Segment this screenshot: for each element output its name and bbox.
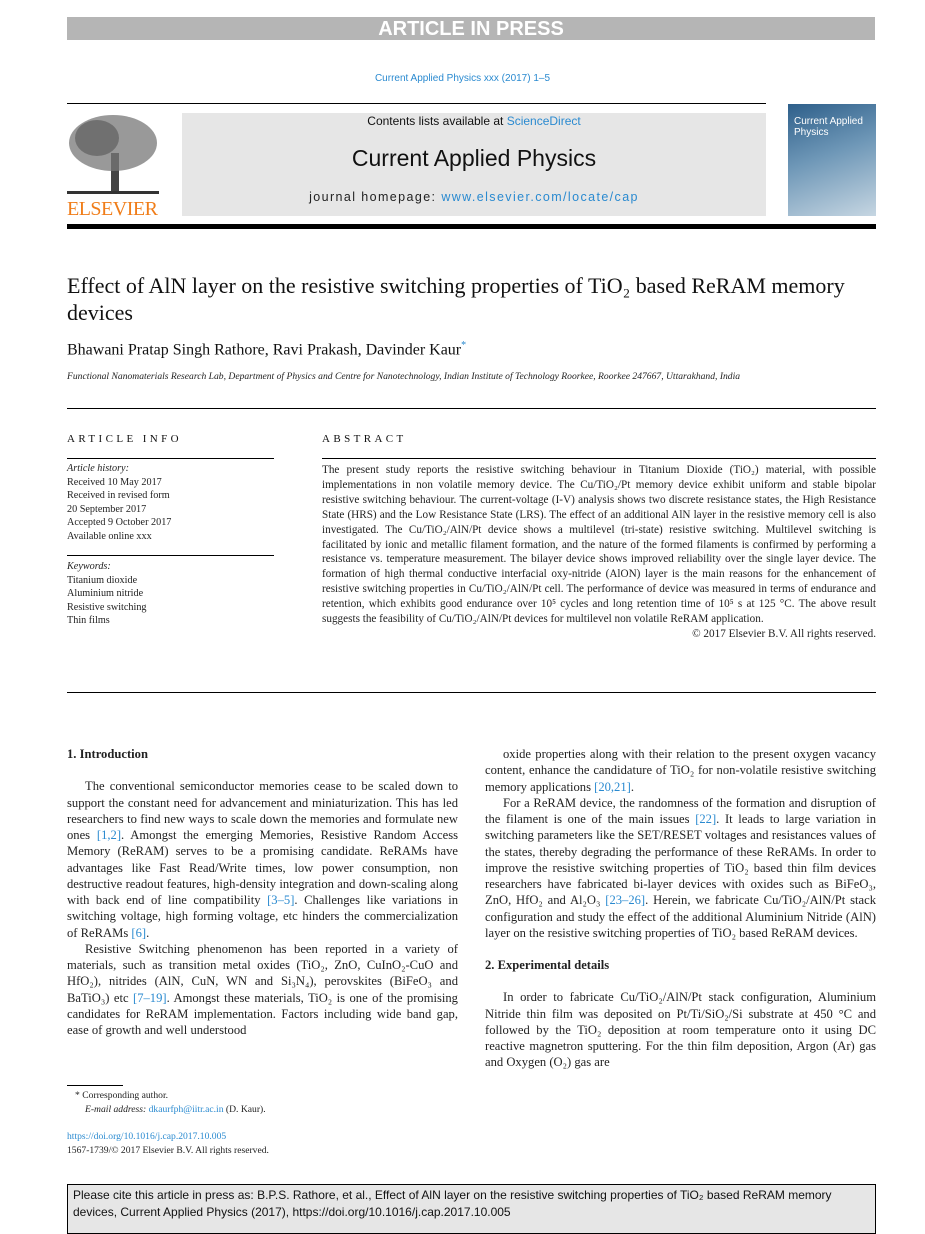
divider — [67, 458, 274, 459]
citation-link[interactable]: [22] — [695, 812, 717, 826]
citation-link[interactable]: [7–19] — [133, 990, 167, 1005]
author-list — [67, 340, 466, 359]
paragraph — [485, 746, 876, 795]
article-title: Effect of AlN layer on the resistive switching properties of TiO₂ based ReRAM memory devices — [67, 273, 845, 325]
divider — [67, 103, 766, 104]
history-entry: Received in revised form — [67, 490, 170, 501]
divider — [322, 458, 876, 459]
paragraph — [485, 795, 876, 941]
history-entry: Received 10 May 2017 — [67, 476, 162, 488]
keyword: Resistive switching — [67, 601, 147, 613]
authors: Bhawani Pratap Singh Rathore, Ravi Prakash, Davinder Kaur — [67, 341, 462, 359]
email-label: E-mail address: — [85, 1103, 149, 1115]
citation-link[interactable]: [23–26] — [605, 893, 646, 908]
keywords-label: Keywords: — [67, 561, 111, 572]
email-suffix: (D. Kaur). — [223, 1103, 266, 1115]
paragraph — [67, 778, 458, 941]
cite-box: Please cite this article in press as: B.P.S. Rathore, et al., Effect of AlN layer on the resistive switching properties of TiO₂ based ReRAM memory devices, Current Applied Physics (2017), https://doi.org/10.1016/j.cap.2017.10.005 — [67, 1184, 876, 1234]
paragraph-text: For a ReRAM device, the randomness of the formation and disruption of the filament is one of the main issues — [485, 795, 876, 826]
citation-link[interactable]: [6] — [131, 925, 147, 940]
cover-title: Current Applied Physics — [794, 116, 863, 138]
footnote-mark: * — [75, 1090, 80, 1101]
journal-reference[interactable]: Current Applied Physics xxx (2017) 1–5 — [374, 73, 551, 84]
citation-link[interactable]: [1,2] — [96, 828, 122, 842]
paragraph-text: Resistive Switching phenomenon has been reported in a variety of materials, such as transition metal oxides (TiO₂, ZnO, CuInO₂-CuO and HfO₂), nitrides (AlN, CuN, WN and Si₃N₄), perovskites (BiFeO₃ and BaTiO₃) etc — [67, 941, 458, 1005]
paragraph-text: . Challenges like variations in switching voltage, high forming voltage, etc hinders the commercialization of ReRAMs — [67, 893, 458, 940]
section-heading-experimental: 2. Experimental details — [485, 958, 610, 972]
corresponding-author-mark[interactable]: * — [461, 340, 467, 351]
citation-link[interactable]: [20,21] — [594, 779, 631, 794]
article-in-press-banner: ARTICLE IN PRESS — [67, 17, 875, 40]
thick-divider — [67, 224, 876, 229]
footnote-label: Corresponding author. — [82, 1090, 169, 1101]
affiliation: Functional Nanomaterials Research Lab, Department of Physics and Centre for Nanotechnology, Indian Institute of Technology Roorkee, Roorkee 247667, Uttarakhand, India — [67, 371, 741, 382]
history-label: Article history: — [67, 463, 129, 474]
paragraph — [485, 989, 876, 1070]
paragraph-text: . — [630, 779, 635, 794]
citation-link[interactable]: [3–5] — [267, 893, 295, 907]
journal-masthead — [182, 113, 766, 216]
divider — [67, 692, 876, 693]
journal-cover-image — [788, 104, 876, 216]
publisher-logo-text: ELSEVIER — [67, 198, 158, 220]
divider — [67, 408, 876, 409]
paragraph-text: . Amongst the emerging Memories, Resistive Random Access Memory (ReRAM) serves to be a promising candidate. ReRAMs have advantages like Fast Read/Write times, low power consumption, non destructive readout features, high-density integration and down-scaling along with back end of line compatibility — [67, 828, 458, 907]
abstract-text: The present study reports the resistive switching behaviour in Titanium Dioxide (TiO₂) material, with possible implementations in non volatile memory device. The Cu/TiO₂/Pt memory device exhibit uniform and stable bipolar resistive switching behaviour. The current-voltage (I-V) analysis shows two discrete resistance states, the High Resistance State (HRS) and the Low Resistance State (LRS). The effect of an additional AlN layer in the resistive memory cell is also investigated. The Cu/TiO₂/AlN/Pt device shows a multilevel (tri-state) resistive switching. Multilevel switching is facilitated by ionic and metallic filament formation, and the nature of the formed filaments is confirmed by performing a resistance vs. temperature measurement. The bilayer device shows improved reliability over the single layer device. The formation of high thermal conductive interfacial oxy-nitride (AlON) layer is the main reasons for the enhancement of resistive switching properties in Cu/TiO₂/AlN/Pt cell. The performance of device was measured in terms of endurance and retention, which exhibits good endurance over 10⁵ cycles and long retention time of 10⁵ s at 125 °C. The above result suggests the feasibility of Cu/TiO₂/AlN/Pt devices for multilevel non volatile ReRAM application. — [322, 464, 876, 626]
section-heading-introduction: 1. Introduction — [67, 747, 148, 761]
journal-homepage-link[interactable]: www.elsevier.com/locate/cap — [441, 190, 639, 204]
issn: 1567-1739/© 2017 Elsevier B.V. All rights reserved. — [67, 1144, 269, 1156]
paragraph-text: . It leads to large variation in switching parameters like the SET/RESET voltages and resistances values of the states, thereby degrading the performance of these ReRAMs. In order to improve the resistive switching properties of TiO₂ based thin film devices researchers have fabricated bi-layer devices with oxides such as BiFeO₃, ZnO, HfO₂ and Al₂O₃ — [485, 812, 877, 908]
keyword: Aluminium nitride — [67, 588, 144, 599]
paragraph — [67, 941, 458, 1039]
article-info-heading: ARTICLE INFO — [67, 433, 182, 445]
history-entry: 20 September 2017 — [67, 503, 147, 515]
paragraph-text: . Amongst these materials, TiO₂ is one of the promising candidates for ReRAM implementation. Factors including wide band gap, ease of growth and well understood — [67, 990, 458, 1037]
abstract-heading: ABSTRACT — [322, 433, 407, 445]
divider — [67, 555, 274, 556]
journal-title: Current Applied Physics — [351, 145, 597, 171]
homepage-label: journal homepage: — [309, 190, 442, 204]
sciencedirect-link[interactable]: ScienceDirect — [506, 114, 581, 128]
footnote-divider — [67, 1085, 123, 1086]
keyword: Thin films — [67, 615, 110, 626]
elsevier-tree-logo — [67, 113, 159, 197]
left-column — [67, 746, 458, 1038]
paragraph-text: In order to fabricate Cu/TiO₂/AlN/Pt stack configuration, Aluminium Nitride thin film was deposited on Pt/Ti/SiO₂/Si substrate at 450 °C and followed by the TiO₂ deposition at room temperature onto it using DC reactive magnetron sputtering. For the thin film deposition, Argon (Ar) gas and Oxygen (O₂) gas are — [485, 990, 876, 1070]
keywords — [67, 560, 274, 628]
right-column — [485, 746, 876, 1071]
footnote — [67, 1089, 269, 1157]
history-entry: Accepted 9 October 2017 — [67, 517, 172, 528]
email-link[interactable]: dkaurfph@iitr.ac.in — [148, 1103, 224, 1115]
history-entry: Available online xxx — [67, 530, 152, 542]
doi-link[interactable]: https://doi.org/10.1016/j.cap.2017.10.005 — [67, 1131, 227, 1142]
paragraph-text: The conventional semiconductor memories cease to be scaled down to support the constant need for advancement and miniaturization. This has led researchers to find new ways to scale down the memories and formulate new ones — [67, 779, 458, 842]
paragraph-text: . — [146, 925, 150, 940]
abstract — [322, 463, 876, 642]
copyright: © 2017 Elsevier B.V. All rights reserved. — [692, 627, 876, 640]
paragraph-text: . Herein, we fabricate Cu/TiO₂/AlN/Pt stack configuration and study the effect of the additional Aluminium Nitride (AlN) layer on the resistive switching properties of TiO₂ based ReRAM devices. — [485, 893, 876, 940]
keyword: Titanium dioxide — [67, 574, 138, 586]
contents-label: Contents lists available at — [367, 114, 507, 128]
article-history — [67, 462, 274, 543]
paragraph-text: oxide properties along with their relation to the present oxygen vacancy content, enhance the candidature of TiO₂ for non-volatile resistive switching memory applications — [485, 747, 876, 794]
